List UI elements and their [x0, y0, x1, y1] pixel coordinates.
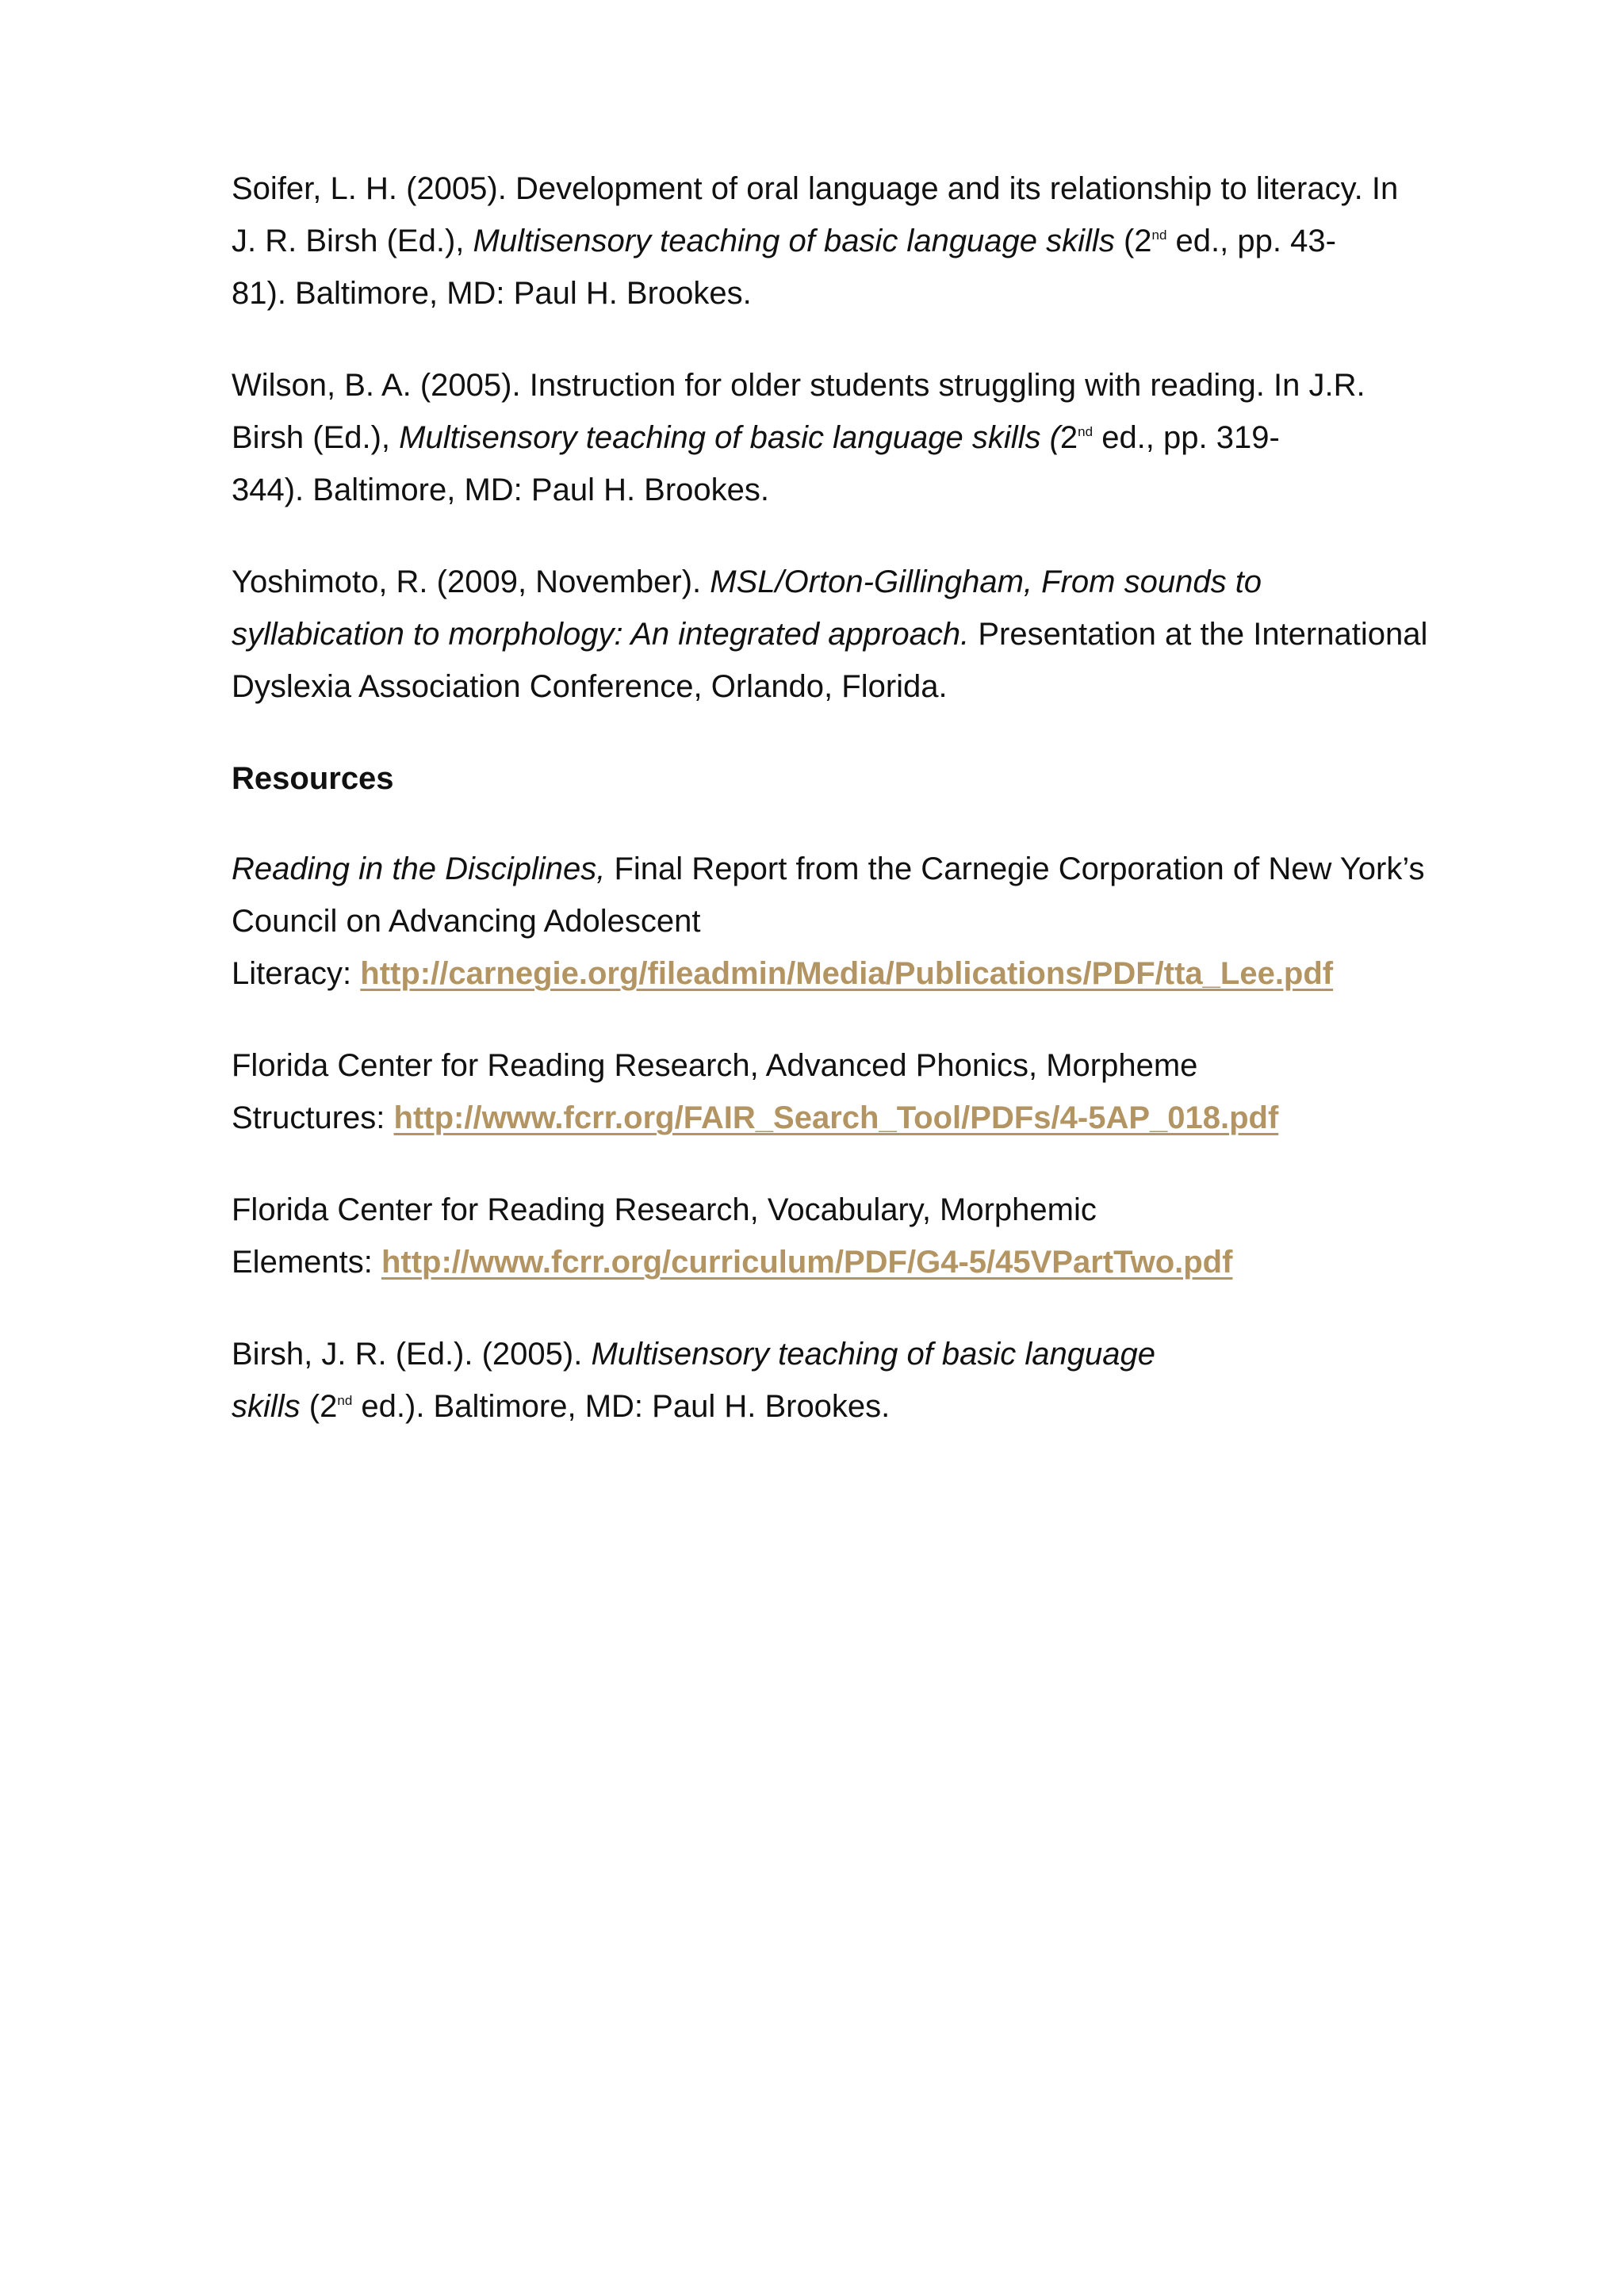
reference-text: Wilson, B. A. (2005). Instruction for older students struggling with reading. In J.R. [232, 368, 1365, 403]
book-title: Multisensory teaching of basic language skills [473, 224, 1115, 258]
reference-text: 81). Baltimore, MD: Paul H. Brookes. [232, 276, 752, 311]
reference-line [232, 608, 1516, 660]
fcrr-vocabulary-pdf-link[interactable]: http://www.fcrr.org/curriculum/PDF/G4-5/45VPartTwo.pdf [381, 1245, 1233, 1280]
edition-superscript: nd [337, 1393, 353, 1408]
resource-fcrr-phonics [232, 1039, 1516, 1144]
reference-text: ed., pp. 43- [1166, 224, 1336, 258]
reference-text: 344). Baltimore, MD: Paul H. Brookes. [232, 473, 770, 507]
reference-line [232, 163, 1516, 215]
reference-text: Soifer, L. H. (2005). Development of oral language and its relationship to literacy. In [232, 171, 1399, 206]
carnegie-pdf-link[interactable]: http://carnegie.org/fileadmin/Media/Publications/PDF/tta_Lee.pdf [360, 956, 1334, 991]
resource-text: Florida Center for Reading Research, Advanced Phonics, Morpheme [232, 1048, 1198, 1083]
reference-text: ed., pp. 319- [1093, 420, 1280, 455]
reference-line [232, 411, 1516, 464]
reference-line [232, 660, 1516, 713]
section-heading: Resources [232, 761, 394, 796]
reference-text: Presentation at the International [969, 617, 1428, 652]
resource-text: Literacy: [232, 956, 361, 991]
reference-text: 2 [1059, 420, 1078, 455]
resource-text: Council on Advancing Adolescent [232, 904, 701, 939]
resource-line [232, 895, 1516, 947]
resource-line [232, 1236, 1516, 1288]
reference-soifer [232, 163, 1516, 320]
resource-line [232, 1184, 1516, 1236]
presentation-title: syllabication to morphology: An integrated approach. [232, 617, 970, 652]
reference-line [232, 215, 1516, 267]
resource-text: Elements: [232, 1245, 381, 1280]
reference-text: J. R. Birsh (Ed.), [232, 224, 473, 258]
resource-line [232, 1328, 1516, 1380]
resource-text: Structures: [232, 1100, 394, 1135]
resource-text: Birsh, J. R. (Ed.). (2005). [232, 1337, 592, 1372]
edition-superscript: nd [1151, 228, 1167, 243]
fcrr-phonics-pdf-link[interactable]: http://www.fcrr.org/FAIR_Search_Tool/PDFs/4-5AP_018.pdf [393, 1100, 1279, 1135]
reference-line [232, 359, 1516, 411]
reference-text: Dyslexia Association Conference, Orlando, Florida. [232, 669, 948, 704]
document-body [232, 163, 1516, 1472]
resource-birsh [232, 1328, 1516, 1433]
edition-superscript: nd [1078, 424, 1094, 439]
resource-text: ed.). Baltimore, MD: Paul H. Brookes. [352, 1389, 891, 1424]
report-title: Reading in the Disciplines, [232, 851, 606, 886]
reference-text: Yoshimoto, R. (2009, November). [232, 564, 710, 599]
reference-text: Birsh (Ed.), [232, 420, 400, 455]
resource-line [232, 947, 1516, 1000]
resource-line [232, 1380, 1516, 1433]
resource-fcrr-vocabulary [232, 1184, 1516, 1288]
reference-text: (2 [1114, 224, 1152, 258]
resource-line [232, 1092, 1516, 1144]
reference-line [232, 556, 1516, 608]
reference-line [232, 464, 1516, 516]
reference-yoshimoto [232, 556, 1516, 713]
book-title: Multisensory teaching of basic language skills ( [399, 420, 1060, 455]
resource-carnegie [232, 843, 1516, 1000]
resource-text: Florida Center for Reading Research, Vocabulary, Morphemic [232, 1192, 1097, 1227]
resource-line [232, 1039, 1516, 1092]
resource-text: (2 [300, 1389, 338, 1424]
presentation-title: MSL/Orton-Gillingham, From sounds to [710, 564, 1262, 599]
reference-wilson [232, 359, 1516, 516]
book-title: Multisensory teaching of basic language [591, 1337, 1156, 1372]
resource-text: Final Report from the Carnegie Corporation of New York’s [605, 851, 1425, 886]
resource-line [232, 843, 1516, 895]
reference-line [232, 267, 1516, 320]
book-title: skills [232, 1389, 301, 1424]
